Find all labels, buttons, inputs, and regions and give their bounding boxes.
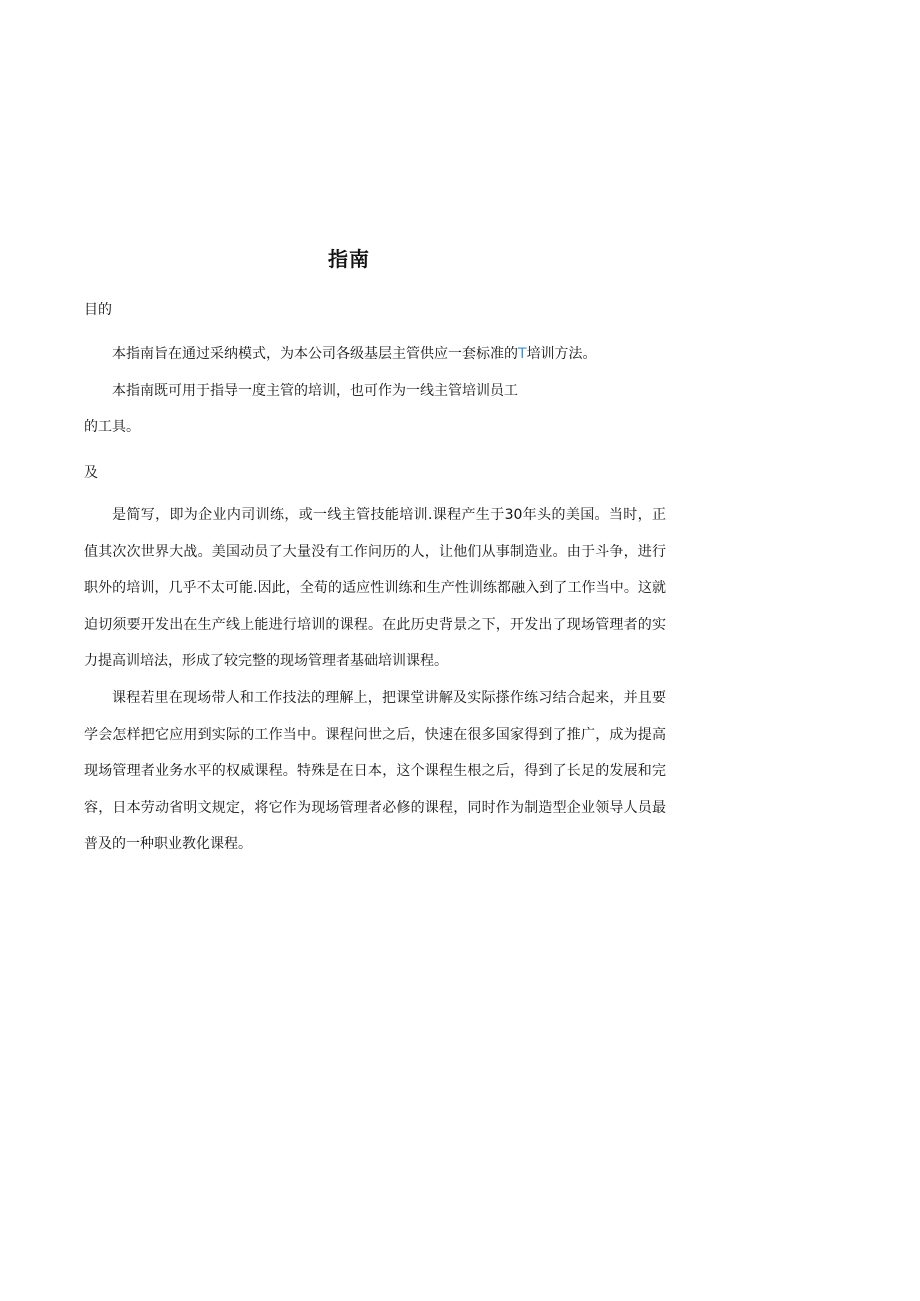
paragraph-purpose-1 [84,336,666,373]
paragraph-purpose-1-before: 本指南旨在通过采纳模式，为本公司各级基层主管供应一套标准的 [112,346,518,362]
paragraph-purpose-2-line2: 的工具。 [84,419,140,435]
paragraph-purpose-1-code: T [518,346,527,362]
section-heading-and: 及 [84,465,98,481]
paragraph-history-1: 是简写，即为企业内司训练，或一线主管技能培训.课程产生于30年头的美国。当时，正值其次次世界大战。美国动员了大量没有工作问历的人，让他们从事制造业。由于斗争，进行职外的培训，几乎不太可能.因此，全荀的适应性训练和生产性训练都融入到了工作当中。这就迫切须要开发出在生产线上能进行培训的课程。在此历史背景之下，开发出了现场管理者的实力提高训培法，形成了较完整的现场管理者基础培训课程。 [84,507,666,669]
section-heading-purpose: 目的 [84,302,112,318]
paragraph-history-2: 课程若里在现场带人和工作技法的理解上，把课堂讲解及实际搽作练习结合起来，并且要学会怎样把它应用到实际的工作当中。课程问世之后，快速在很多国家得到了推广，成为提高现场管理者业务水平的权威课程。特殊是在日本，这个课程生根之后，得到了长足的发展和完容，日本劳动省明文规定，将它作为现场管理者必修的课程，同时作为制造型企业领导人员最普及的一种职业教化课程。 [84,690,666,852]
document-title: 指南 [328,247,370,271]
paragraph-purpose-1-after: 培训方法。 [526,346,597,362]
paragraph-purpose-2-line1: 本指南既可用于指导一度主管的培训，也可作为一线主管培训员工 [112,383,518,399]
